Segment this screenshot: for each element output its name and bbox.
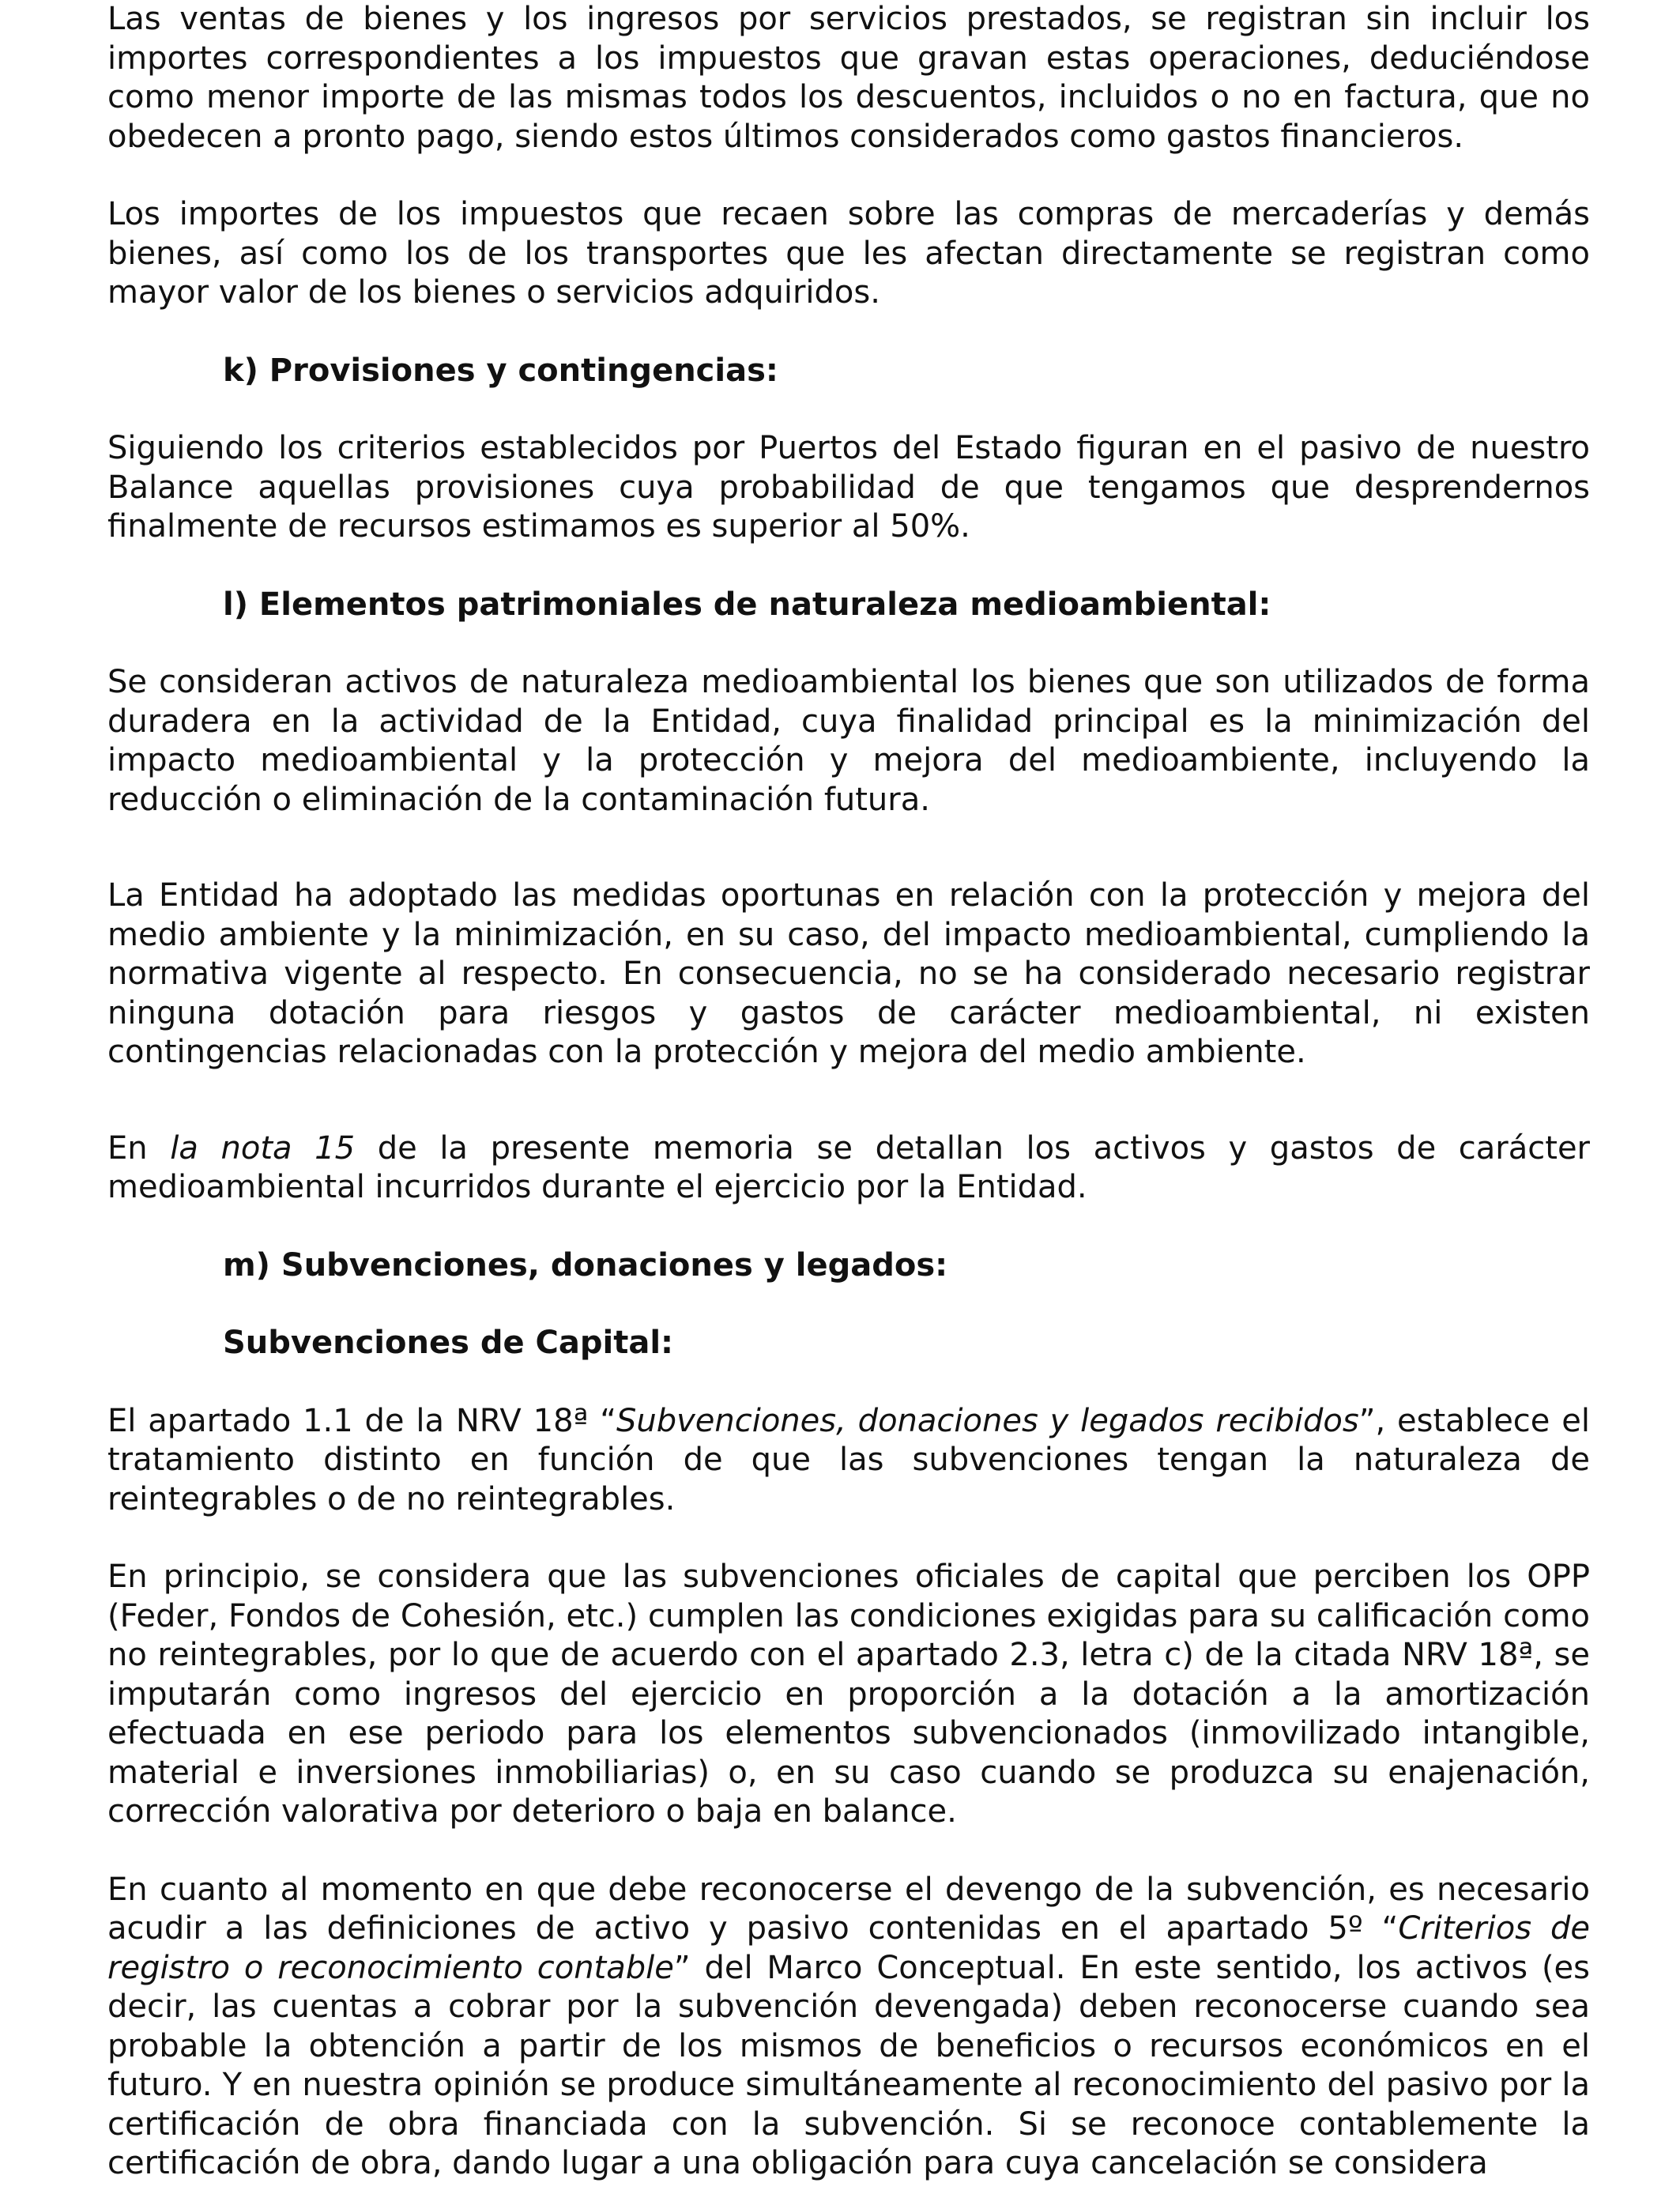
nrv-title: Subvenciones, donaciones y legados recibidos [616, 1402, 1359, 1439]
paragraph-subvenciones-oficiales: En principio, se considera que las subvenciones oficiales de capital que perciben los OPP (Feder, Fondos de Cohesión, etc.) cumplen las condiciones exigidas para su calificación como no reintegrables, por lo que de acuerdo con el apartado 2.3, letra c) de la citada NRV 18ª, se imputarán como ingresos del ejercicio en proporción a la dotación a la amortización efectuada en ese periodo para los elementos subvencionados (inmovilizado intangible, material e inversiones inmobiliarias) o, en su caso cuando se produzca su enajenación, corrección valorativa por deterioro o baja en balance. [107, 1559, 1590, 1830]
heading-provisiones: k) Provisiones y contingencias: [223, 352, 778, 389]
paragraph-provisiones: Siguiendo los criterios establecidos por Puertos del Estado figuran en el pasivo de nuestro Balance aquellas provisiones cuya probabilidad de que tengamos que desprendernos finalmente de recursos estimamos es superior al 50%. [107, 430, 1590, 545]
paragraph-nrv-18 [107, 1402, 1590, 1520]
heading-subvenciones: m) Subvenciones, donaciones y legados: [223, 1246, 948, 1284]
nota-reference: la nota 15 [170, 1129, 356, 1167]
nrv-text-end: ”, establece el tratamiento distinto en función de que las subvenciones tengan la naturaleza de reintegrables o de no reintegrables. [107, 1402, 1590, 1517]
nota-text-end: de la presente memoria se detallan los activos y gastos de carácter medioambiental incurridos durante el ejercicio por la Entidad. [107, 1129, 1590, 1205]
heading-medioambiental: l) Elementos patrimoniales de naturaleza medioambiental: [223, 586, 1271, 623]
marco-conceptual-criteria: Criterios de registro o reconocimiento contable [107, 1910, 1590, 1986]
paragraph-devengo [107, 1871, 1590, 2184]
heading-subvenciones-capital: Subvenciones de Capital: [223, 1325, 674, 1361]
paragraph-ventas: Las ventas de bienes y los ingresos por servicios prestados, se registran sin incluir los importes correspondientes a los impuestos que gravan estas operaciones, deduciéndose como menor importe de las mismas todos los descuentos, incluidos o no en factura, que no obedecen a pronto pago, siendo estos últimos considerados como gastos financieros. [107, 1, 1590, 155]
devengo-text-start: En cuanto al momento en que debe reconocerse el devengo de la subvención, es necesario acudir a las definiciones de activo y pasivo contenidas en el apartado 5º “ [107, 1871, 1590, 1947]
paragraph-medidas-medioambiente: La Entidad ha adoptado las medidas oportunas en relación con la protección y mejora del medio ambiente y la minimización, en su caso, del impacto medioambiental, cumpliendo la normativa vigente al respecto. En consecuencia, no se ha considerado necesario registrar ninguna dotación para riesgos y gastos de carácter medioambiental, ni existen contingencias relacionadas con la protección y mejora del medio ambiente. [107, 877, 1590, 1070]
paragraph-activos-medioambientales: Se consideran activos de naturaleza medioambiental los bienes que son utilizados de forma duradera en la actividad de la Entidad, cuya finalidad principal es la minimización del impacto medioambiental y la protección y mejora del medioambiente, incluyendo la reducción o eliminación de la contaminación futura. [107, 664, 1590, 818]
nota-text-start: En [107, 1129, 171, 1167]
nrv-text-start: El apartado 1.1 de la NRV 18ª “ [107, 1402, 616, 1439]
paragraph-impuestos-compras: Los importes de los impuestos que recaen sobre las compras de mercaderías y demás bienes, así como los de los transportes que les afectan directamente se registran como mayor valor de los bienes o servicios adquiridos. [107, 196, 1590, 311]
paragraph-nota-15 [107, 1129, 1590, 1208]
devengo-text-end: ” del Marco Conceptual. En este sentido, los activos (es decir, las cuentas a cobrar por la subvención devengada) deben reconocerse cuando sea probable la obtención a partir de los mismos de beneficios o recursos económicos en el futuro. Y en nuestra opinión se produce simultáneamente al reconocimiento del pasivo por la certificación de obra financiada con la subvención. Si se reconoce contablemente la certificación de obra, dando lugar a una obligación para cuya cancelación se considera [107, 1949, 1590, 2181]
document-page [107, 0, 1590, 2184]
